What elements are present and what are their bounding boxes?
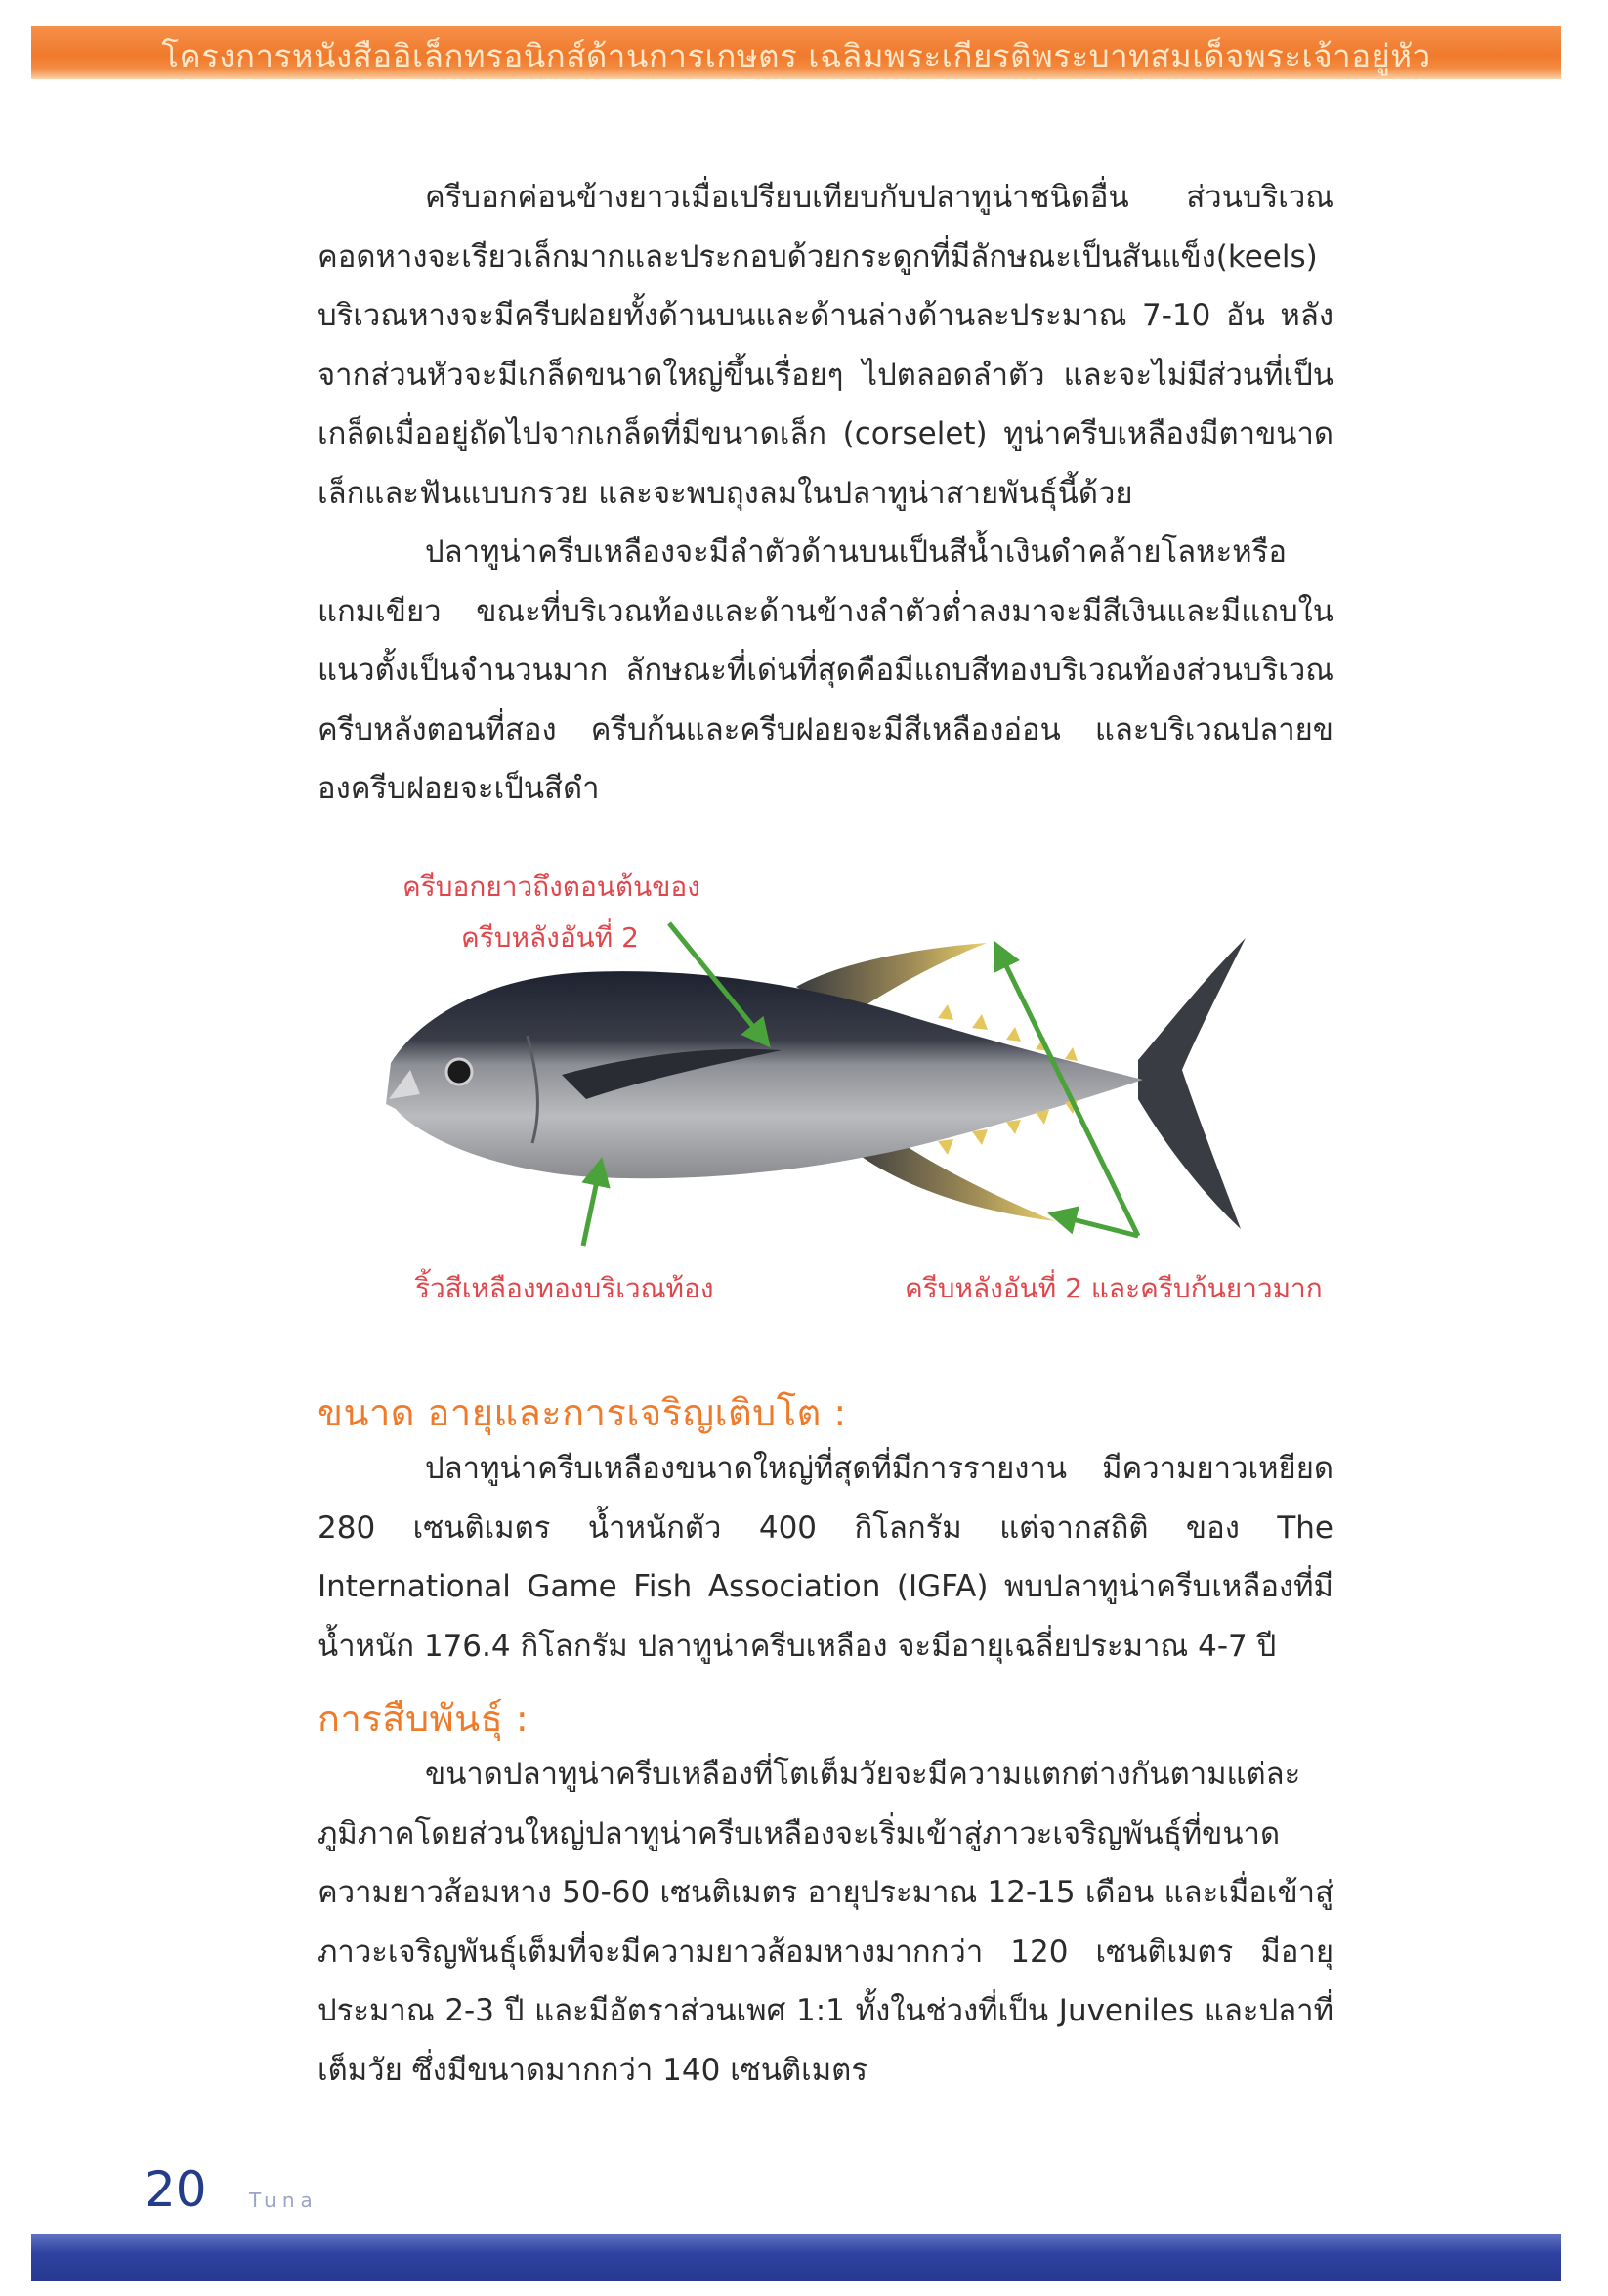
heading-size-age-growth: ขนาด อายุและการเจริญเติบโต : (317, 1391, 847, 1434)
paragraph-fins: ครีบอกค่อนข้างยาวเมื่อเปรียบเทียบกับปลาทูน่าชนิดอื่น ส่วนบริเวณคอดหางจะเรียวเล็กมากและประกอบด้วยกระดูกที่มีลักษณะเป็นสันแข็ง(keels) บริเวณหางจะมีครีบฝอยทั้งด้านบนและด้านล่างด้านละประมาณ 7-10 อัน หลังจากส่วนหัวจะมีเกล็ดขนาดใหญ่ขึ้นเรื่อยๆ ไปตลอดลำตัว และจะไม่มีส่วนที่เป็นเกล็ดเมื่ออยู่ถัดไปจากเกล็ดที่มีขนาดเล็ก (corselet) ทูน่าครีบเหลืองมีตาขนาดเล็กและฟันแบบกรวย และจะพบถุงลมในปลาทูน่าสายพันธุ์นี้ด้วย (317, 180, 1333, 511)
caption-belly-stripe: ริ้วสีเหลืองทองบริเวณท้อง (415, 1272, 714, 1304)
paragraph-growth: ปลาทูน่าครีบเหลืองขนาดใหญ่ที่สุดที่มีการรายงาน มีความยาวเหยียด 280 เซนติเมตร น้ำหนักตัว 400 กิโลกรัม แต่จากสถิติ ของ The International Game Fish Association (IGFA) พบปลาทูน่าครีบเหลืองที่มีน้ำหนัก 176.4 กิโลกรัม ปลาทูน่าครีบเหลือง จะมีอายุเฉลี่ยประมาณ 4-7 ปี (317, 1451, 1333, 1664)
footer-band (31, 2234, 1561, 2281)
tail-fin (1138, 938, 1246, 1229)
paragraph-coloration: ปลาทูน่าครีบเหลืองจะมีลำตัวด้านบนเป็นสีน้ำเงินดำคล้ายโลหะหรือแกมเขียว ขณะที่บริเวณท้องและด้านข้างลำตัวต่ำลงมาจะมีสีเงินและมีแถบในแนวตั้งเป็นจำนวนมาก ลักษณะที่เด่นที่สุดคือมีแถบสีทองบริเวณท้องส่วนบริเวณครีบหลังตอนที่สอง ครีบก้นและครีบฝอยจะมีสีเหลืองอ่อน และบริเวณปลายของครีบฝอยจะเป็นสีดำ (317, 534, 1333, 806)
heading-reproduction: การสืบพันธุ์ : (317, 1697, 529, 1740)
caption-pectoral-line2: ครีบหลังอันที่ 2 (461, 921, 639, 954)
intro-paragraphs (317, 168, 1333, 819)
growth-section (317, 1439, 1333, 1676)
second-dorsal-fin (796, 943, 987, 1016)
running-title: Tuna (249, 2189, 318, 2212)
paragraph-reproduction: ขนาดปลาทูน่าครีบเหลืองที่โตเต็มวัยจะมีความแตกต่างกันตามแต่ละภูมิภาคโดยส่วนใหญ่ปลาทูน่าครีบเหลืองจะเริ่มเข้าสู่ภาวะเจริญพันธุ์ที่ขนาดความยาวส้อมหาง 50-60 เซนติเมตร อายุประมาณ 12-15 เดือน และเมื่อเข้าสู่ภาวะเจริญพันธุ์เต็มที่จะมีความยาวส้อมหางมากกว่า 120 เซนติเมตร มีอายุประมาณ 2-3 ปี และมีอัตราส่วนเพศ 1:1 ทั้งในช่วงที่เป็น Juveniles และปลาที่เต็มวัย ซึ่งมีขนาดมากกว่า 140 เซนติเมตร (317, 1757, 1333, 2088)
arrow-dorsal-fin (996, 946, 1138, 1236)
arrow-pectoral (669, 923, 767, 1043)
caption-long-fins: ครีบหลังอันที่ 2 และครีบก้นยาวมาก (905, 1272, 1323, 1304)
arrow-anal-fin (1053, 1214, 1138, 1236)
arrow-belly (583, 1163, 601, 1246)
header-banner-text: โครงการหนังสืออิเล็กทรอนิกส์ด้านการเกษตร เฉลิมพระเกียรติพระบาทสมเด็จพระเจ้าอยู่หัว (161, 37, 1431, 75)
header-banner (31, 26, 1561, 79)
anal-fin (850, 1141, 1055, 1221)
reproduction-section (317, 1745, 1333, 2100)
tuna-body (386, 971, 1143, 1178)
caption-pectoral-line1: ครีบอกยาวถึงตอนต้นของ (402, 871, 700, 903)
page-number: 20 (145, 2161, 207, 2218)
